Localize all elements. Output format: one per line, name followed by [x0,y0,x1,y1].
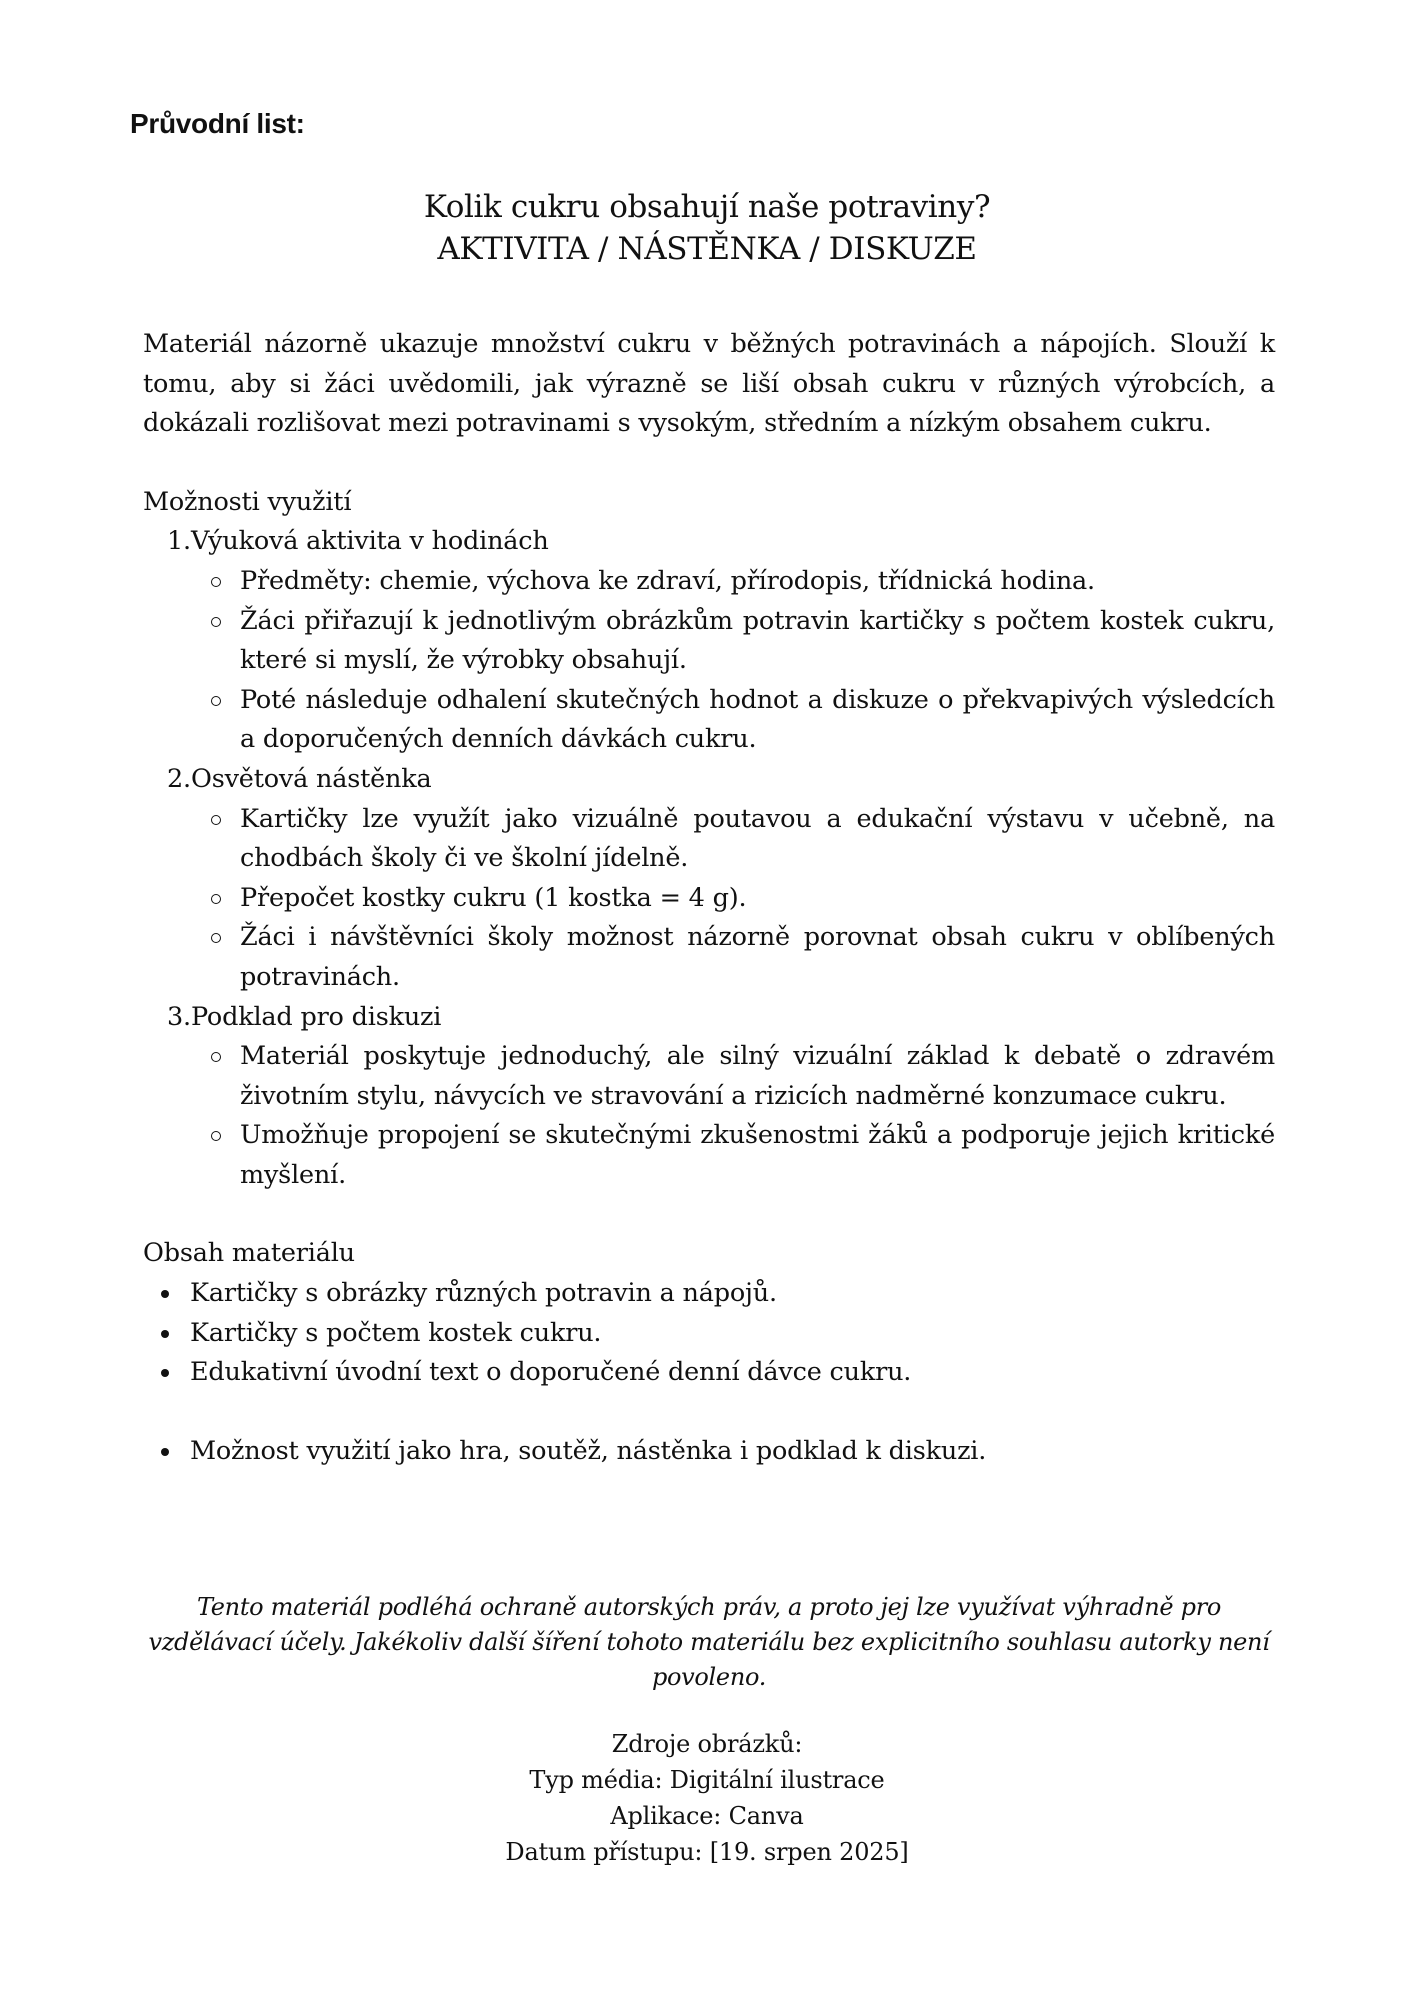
bullet-icon [161,1290,169,1298]
bullet-icon [161,1448,169,1456]
list-item: Kartičky lze využít jako vizuálně poutavou a edukační výstavu v učebně, na chodbách školy či ve školní jídelně. [191,800,1275,879]
list-item: Žáci přiřazují k jednotlivým obrázkům potravin kartičky s počtem kostek cukru, které si myslí, že výrobky obsahují. [191,602,1275,681]
usage-item-3 [143,998,1275,1196]
list-item: Možnost využití jako hra, soutěž, nástěnka i podklad k diskuzi. [143,1432,1275,1472]
usage-sublist [191,1037,1275,1195]
usage-item-2 [143,760,1275,998]
list-number: 1. [167,526,191,557]
contents-list [143,1274,1275,1472]
bullet-icon [161,1330,169,1338]
list-item: Kartičky s obrázky různých potravin a nápojů. [143,1274,1275,1314]
spacer [143,1195,1275,1234]
list-item: Žáci i návštěvníci školy možnost názorně porovnat obsah cukru v oblíbených potravinách. [191,918,1275,997]
spacer [143,444,1275,483]
list-item: Předměty: chemie, výchova ke zdraví, přírodopis, třídnická hodina. [191,562,1275,602]
sources-heading: Zdroje obrázků: [611,1730,803,1758]
usage-item-label: Podklad pro diskuzi [191,1001,442,1032]
circle-bullet-icon [211,894,221,904]
circle-bullet-icon [211,933,221,943]
sources-media-type: Typ média: Digitální ilustrace [529,1766,885,1794]
circle-bullet-icon [211,815,221,825]
copyright-notice: Tento materiál podléhá ochraně autorských práv, a proto jej lze využívat výhradně pro vzdělávací účely. Jakékoliv další šíření tohoto materiálu bez explicitního souhlasu autorky není povoleno. [148,1593,1270,1691]
circle-bullet-icon [211,696,221,706]
usage-heading: Možnosti využití [143,486,352,517]
sources-access-date: Datum přístupu: [19. srpen 2025] [505,1838,909,1866]
list-number: 2. [167,763,191,794]
usage-item-1 [143,522,1275,760]
circle-bullet-icon [211,577,221,587]
sources-application: Aplikace: Canva [610,1802,804,1830]
list-item: Edukativní úvodní text o doporučené denní dávce cukru. [143,1353,1275,1393]
spacer [143,1393,1275,1433]
list-number: 3. [167,1001,191,1032]
list-item: Poté následuje odhalení skutečných hodnot a diskuze o překvapivých výsledcích a doporučených denních dávkách cukru. [191,681,1275,760]
usage-item-label: Výuková aktivita v hodinách [191,526,549,557]
usage-item-label: Osvětová nástěnka [191,763,432,794]
document-body [143,325,1275,1472]
list-item: Přepočet kostky cukru (1 kostka = 4 g). [191,879,1275,919]
list-item: Kartičky s počtem kostek cukru. [143,1314,1275,1354]
list-item: Umožňuje propojení se skutečnými zkušenostmi žáků a podporuje jejich kritické myšlení. [191,1116,1275,1195]
document-title [0,186,1414,270]
contents-heading: Obsah materiálu [143,1238,355,1269]
usage-sublist [191,562,1275,760]
bullet-icon [161,1369,169,1377]
circle-bullet-icon [211,1052,221,1062]
circle-bullet-icon [211,617,221,627]
usage-sublist [191,800,1275,998]
document-label: Průvodní list: [130,108,305,139]
image-sources [0,1726,1414,1870]
usage-list [143,522,1275,1195]
title-line-1: Kolik cukru obsahují naše potraviny? [423,189,991,225]
intro-paragraph: Materiál názorně ukazuje množství cukru v běžných potravinách a nápojích. Slouží k tomu, aby si žáci uvědomili, jak výrazně se liší obsah cukru v různých výrobcích, a dokázali rozlišovat mezi potravinami s vysokým, středním a nízkým obsahem cukru. [143,329,1275,439]
list-item: Materiál poskytuje jednoduchý, ale silný vizuální základ k debatě o zdravém životním stylu, návycích ve stravování a rizicích nadměrné konzumace cukru. [191,1037,1275,1116]
title-line-2: AKTIVITA / NÁSTĚNKA / DISKUZE [437,231,977,267]
circle-bullet-icon [211,1131,221,1141]
